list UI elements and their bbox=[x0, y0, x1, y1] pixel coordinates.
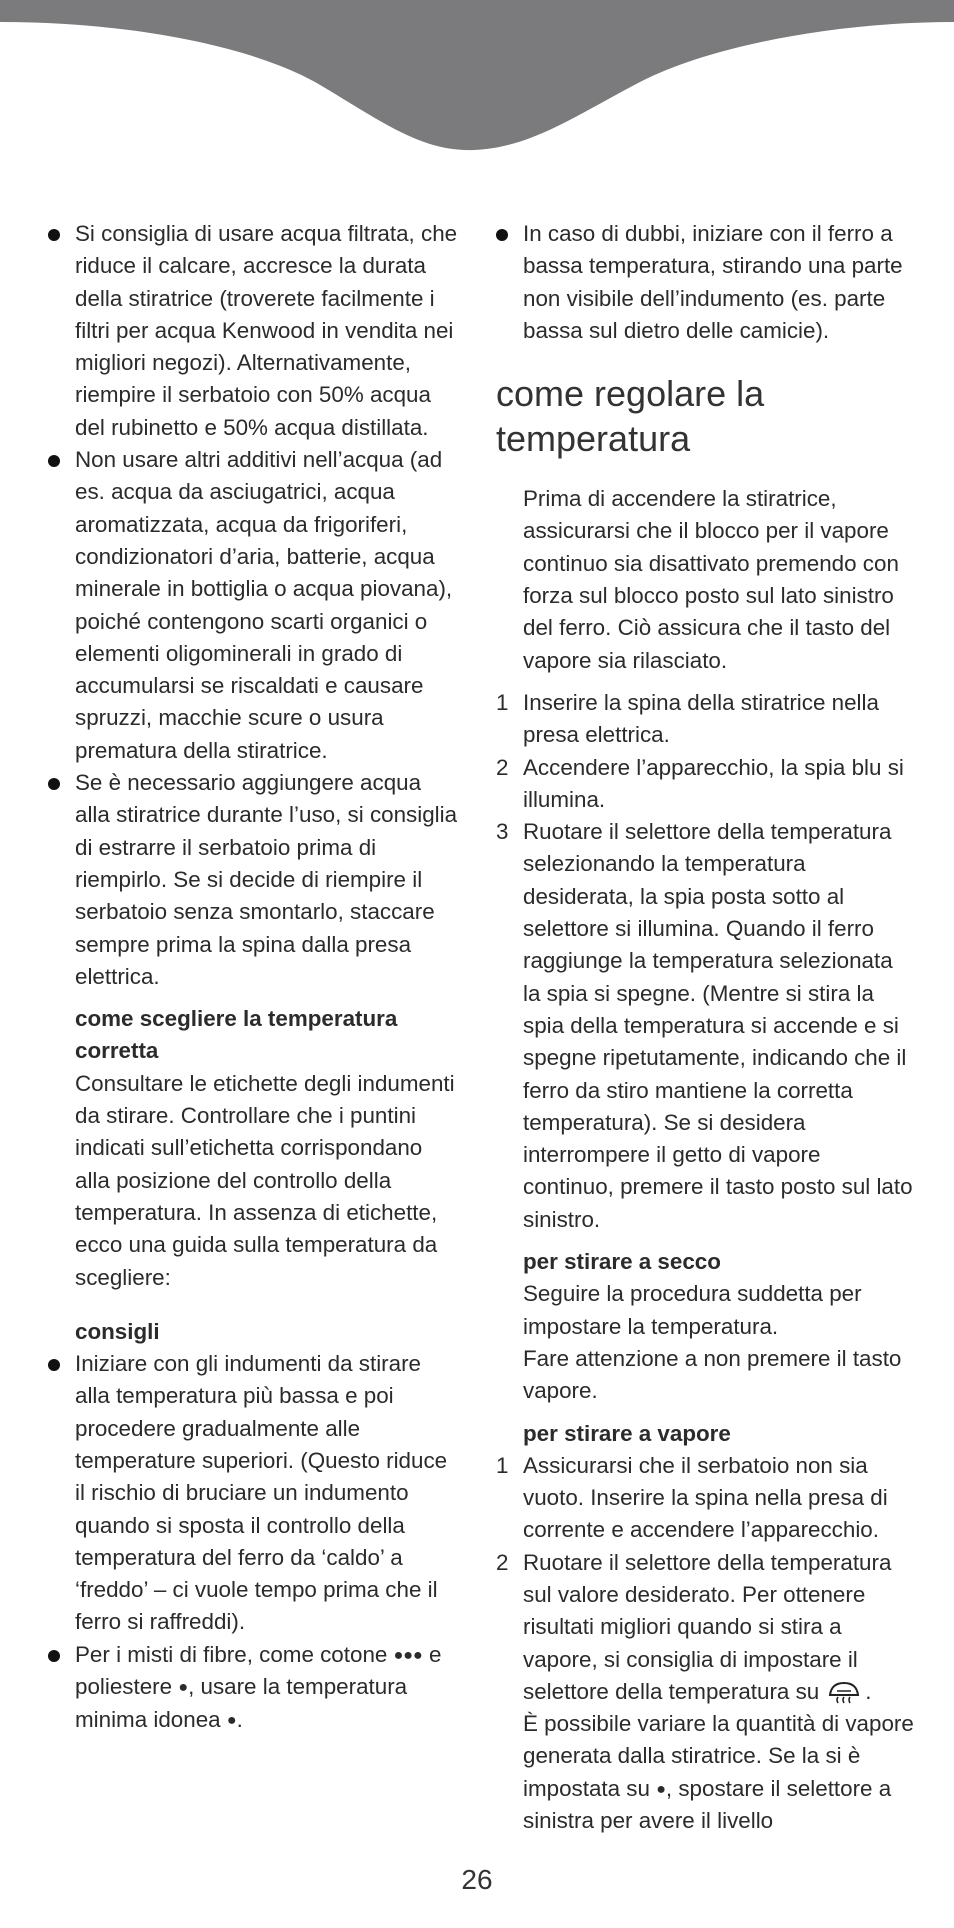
paragraph-check-labels: Consultare le etichette degli indumenti da stirare. Controllare che i puntini indicati sull’etichetta corrispondano alla posizione del controllo della temperatura. In assenza di etichette, ecco una guida sulla temperatura da scegliere: bbox=[75, 1070, 455, 1290]
dry-ironing-line-2: Fare attenzione a non premere il tasto vapore. bbox=[523, 1345, 902, 1404]
section-title: come regolare la temperatura bbox=[496, 373, 765, 460]
step-1: 1 Inserire la spina della stiratrice nella presa elettrica. bbox=[496, 689, 879, 748]
left-column bbox=[48, 218, 462, 1736]
step-3: 3 Ruotare il selettore della temperatura selezionando la temperatura desiderata, la spia posta sotto al selettore si illumina. Quando il ferro raggiunge la temperatura selezionata la spia si spegne. (Mentre si stira la spia della temperatura si accende e si spegne ripetutamente, indicando che il ferro da stiro mantiene la corretta temperatura). Se si desidera interrompere il getto di vapore continuo, premere il tasto posto sul lato sinistro. bbox=[496, 819, 913, 1232]
bullet-when-in-doubt: In caso di dubbi, iniziare con il ferro a bassa temperatura, stirando una parte non visibile dell’indumento (es. parte bassa sul dietro delle camicie). bbox=[496, 218, 914, 347]
right-column bbox=[496, 218, 914, 1837]
one-dot-symbol: ● bbox=[656, 1779, 666, 1798]
three-dot-symbol: ●●● bbox=[393, 1645, 423, 1664]
steam-step-2: 2 Ruotare il selettore della temperatura sul valore desiderato. Per ottenere risultati migliori quando si stira a vapore, si consiglia di impostare il selettore della temperatura su . È possibile variare la quantità di vapore generata dalla stiratrice. Se la si è impostata su ●, spostare il selettore a sinistra per avere il livello bbox=[496, 1549, 914, 1834]
bullet-start-low-temperature: Iniziare con gli indumenti da stirare alla temperatura più bassa e poi procedere gradualmente alle temperature superiori. (Questo riduce il rischio di bruciare un indumento quando si sposta il controllo della temperatura del ferro da ‘caldo’ a ‘freddo’ – ci vuole tempo prima che il ferro si raffreddi). bbox=[48, 1348, 462, 1639]
bullet-no-additives: Non usare altri additivi nell’acqua (ad es. acqua da asciugatrici, acqua aromatizzata, acqua da frigoriferi, condizionatori d’aria, batterie, acqua minerale in bottiglia o acqua piovana), poiché contengono scarti organici o elementi oligominerali in grado di accumularsi se riscaldati e causare spruzzi, macchie scure o usura prematura della stiratrice. bbox=[48, 444, 462, 767]
dry-ironing-line-1: Seguire la procedura suddetta per impostare la temperatura. bbox=[523, 1281, 862, 1339]
bullet-refill-tank: Se è necessario aggiungere acqua alla stiratrice durante l’uso, si consiglia di estrarre il serbatoio prima di riempirlo. Se si decide di riempire il serbatoio senza smontarlo, staccare sempre prima la spina dalla presa elettrica. bbox=[48, 767, 462, 993]
header-wave bbox=[0, 0, 954, 170]
one-dot-symbol: ● bbox=[226, 1710, 237, 1729]
subheading-steam-ironing: per stirare a vapore bbox=[523, 1420, 731, 1446]
bullet-filtered-water: Si consiglia di usare acqua filtrata, che riduce il calcare, accresce la durata della stiratrice (troverete facilmente i filtri per acqua Kenwood in vendita nei migliori negozi). Alternativamente, riempire il serbatoio con 50% acqua del rubinetto e 50% acqua distillata. bbox=[48, 218, 462, 444]
steam-step-1: 1 Assicurarsi che il serbatoio non sia vuoto. Inserire la spina nella presa di corrente e accendere l’apparecchio. bbox=[496, 1452, 888, 1543]
steam-icon bbox=[827, 1679, 861, 1705]
subheading-dry-ironing: per stirare a secco bbox=[523, 1249, 721, 1275]
paragraph-before-switching-on: Prima di accendere la stiratrice, assicurarsi che il blocco per il vapore continuo sia disattivato premendo con forza sul blocco posto sul lato sinistro del ferro. Ciò assicura che il tasto del vapore sia rilasciato. bbox=[523, 486, 899, 673]
subheading-tips: consigli bbox=[75, 1318, 160, 1344]
subheading-choose-temperature: come scegliere la temperatura corretta bbox=[75, 1006, 398, 1064]
bullet-fiber-mixes: Per i misti di fibre, come cotone ●●● e poliestere ●, usare la temperatura minima idonea ●. bbox=[48, 1639, 462, 1736]
one-dot-symbol: ● bbox=[178, 1678, 189, 1697]
page-number: 26 bbox=[461, 1864, 493, 1895]
step-2: 2 Accendere l’apparecchio, la spia blu si illumina. bbox=[496, 754, 904, 812]
